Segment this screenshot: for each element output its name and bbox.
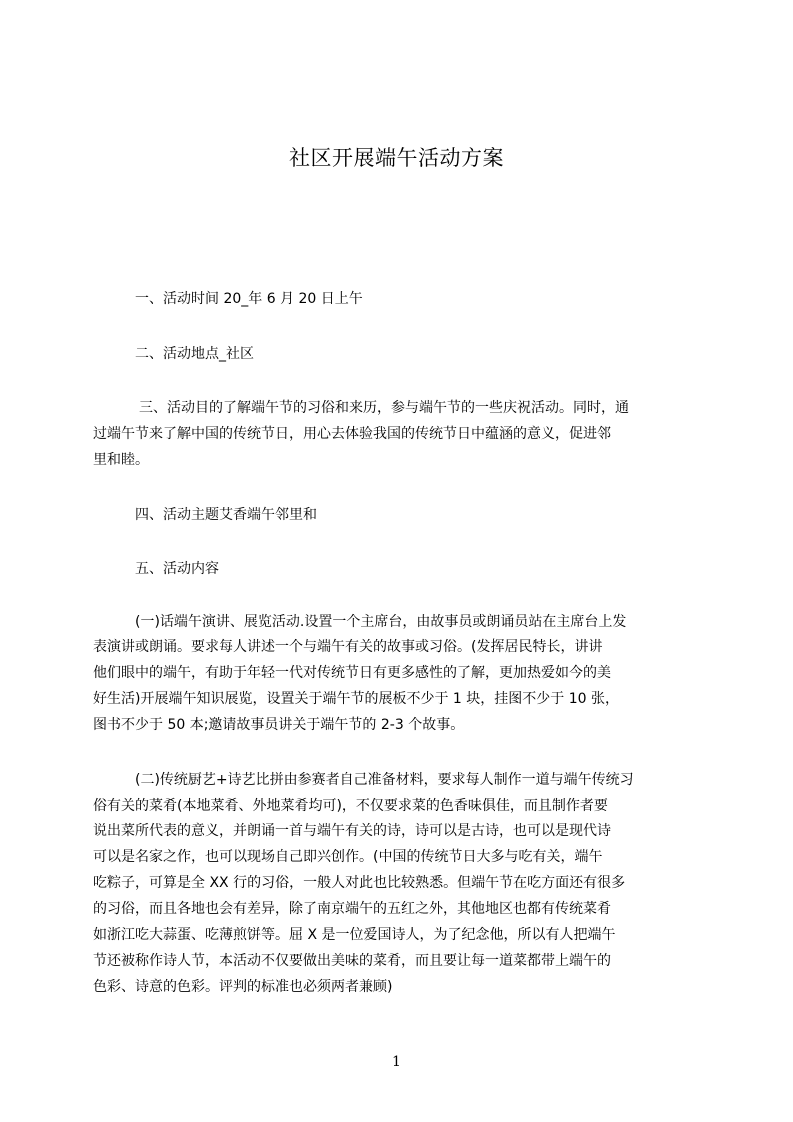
section-activity-time: 一、活动时间 20_年 6 月 20 日上午 — [135, 291, 363, 307]
paragraph-line: 过端午节来了解中国的传统节日，用心去体验我国的传统节日中蕴涵的意义，促进邻 — [93, 426, 611, 442]
paragraph-line: 表演讲或朗诵。要求每人讲述一个与端午有关的故事或习俗。(发挥居民特长，讲讲 — [93, 639, 603, 655]
paragraph-line: 他们眼中的端午，有助于年轻一代对传统节日有更多感性的了解，更加热爱如今的美 — [93, 665, 611, 681]
page-number: 1 — [392, 1054, 401, 1070]
paragraph-line: 节还被称作诗人节，本活动不仅要做出美味的菜肴，而且要让每一道菜都带上端午的 — [93, 953, 611, 969]
paragraph-line: 说出菜所代表的意义，并朗诵一首与端午有关的诗，诗可以是古诗，也可以是现代诗 — [93, 823, 611, 839]
paragraph-line: 吃粽子，可算是全 XX 行的习俗，一般人对此也比较熟悉。但端午节在吃方面还有很多 — [93, 875, 626, 891]
paragraph-line: 好生活)开展端午知识展览，设置关于端午节的展板不少于 1 块，挂图不少于 10 张， — [93, 691, 619, 707]
section-activity-theme: 四、活动主题艾香端午邻里和 — [135, 507, 317, 523]
document-title: 社区开展端午活动方案 — [289, 146, 504, 170]
paragraph-line: 三、活动目的了解端午节的习俗和来历，参与端午节的一些庆祝活动。同时，通 — [139, 400, 629, 416]
paragraph-line: 色彩、诗意的色彩。评判的标准也必须两者兼顾) — [93, 979, 393, 995]
paragraph-line: (二)传统厨艺+诗艺比拼由参赛者自己准备材料，要求每人制作一道与端午传统习 — [135, 772, 634, 788]
paragraph-line: 可以是名家之作，也可以现场自己即兴创作。(中国的传统节日大多与吃有关，端午 — [93, 849, 603, 865]
paragraph-line: 里和睦。 — [93, 452, 149, 468]
section-activity-location: 二、活动地点_社区 — [135, 346, 254, 362]
section-activity-content: 五、活动内容 — [135, 561, 219, 577]
paragraph-line: 如浙江吃大蒜蛋、吃薄煎饼等。屈 X 是一位爱国诗人，为了纪念他，所以有人把端午 — [93, 927, 616, 943]
paragraph-line: 的习俗，而且各地也会有差异，除了南京端午的五红之外，其他地区也都有传统菜肴 — [93, 901, 611, 917]
paragraph-line: 图书不少于 50 本;邀请故事员讲关于端午节的 2-3 个故事。 — [93, 717, 465, 733]
paragraph-line: 俗有关的菜肴(本地菜肴、外地菜肴均可)，不仅要求菜的色香味俱佳，而且制作者要 — [93, 798, 608, 814]
paragraph-line: (一)话端午演讲、展览活动.设置一个主席台，由故事员或朗诵员站在主席台上发 — [135, 614, 627, 630]
